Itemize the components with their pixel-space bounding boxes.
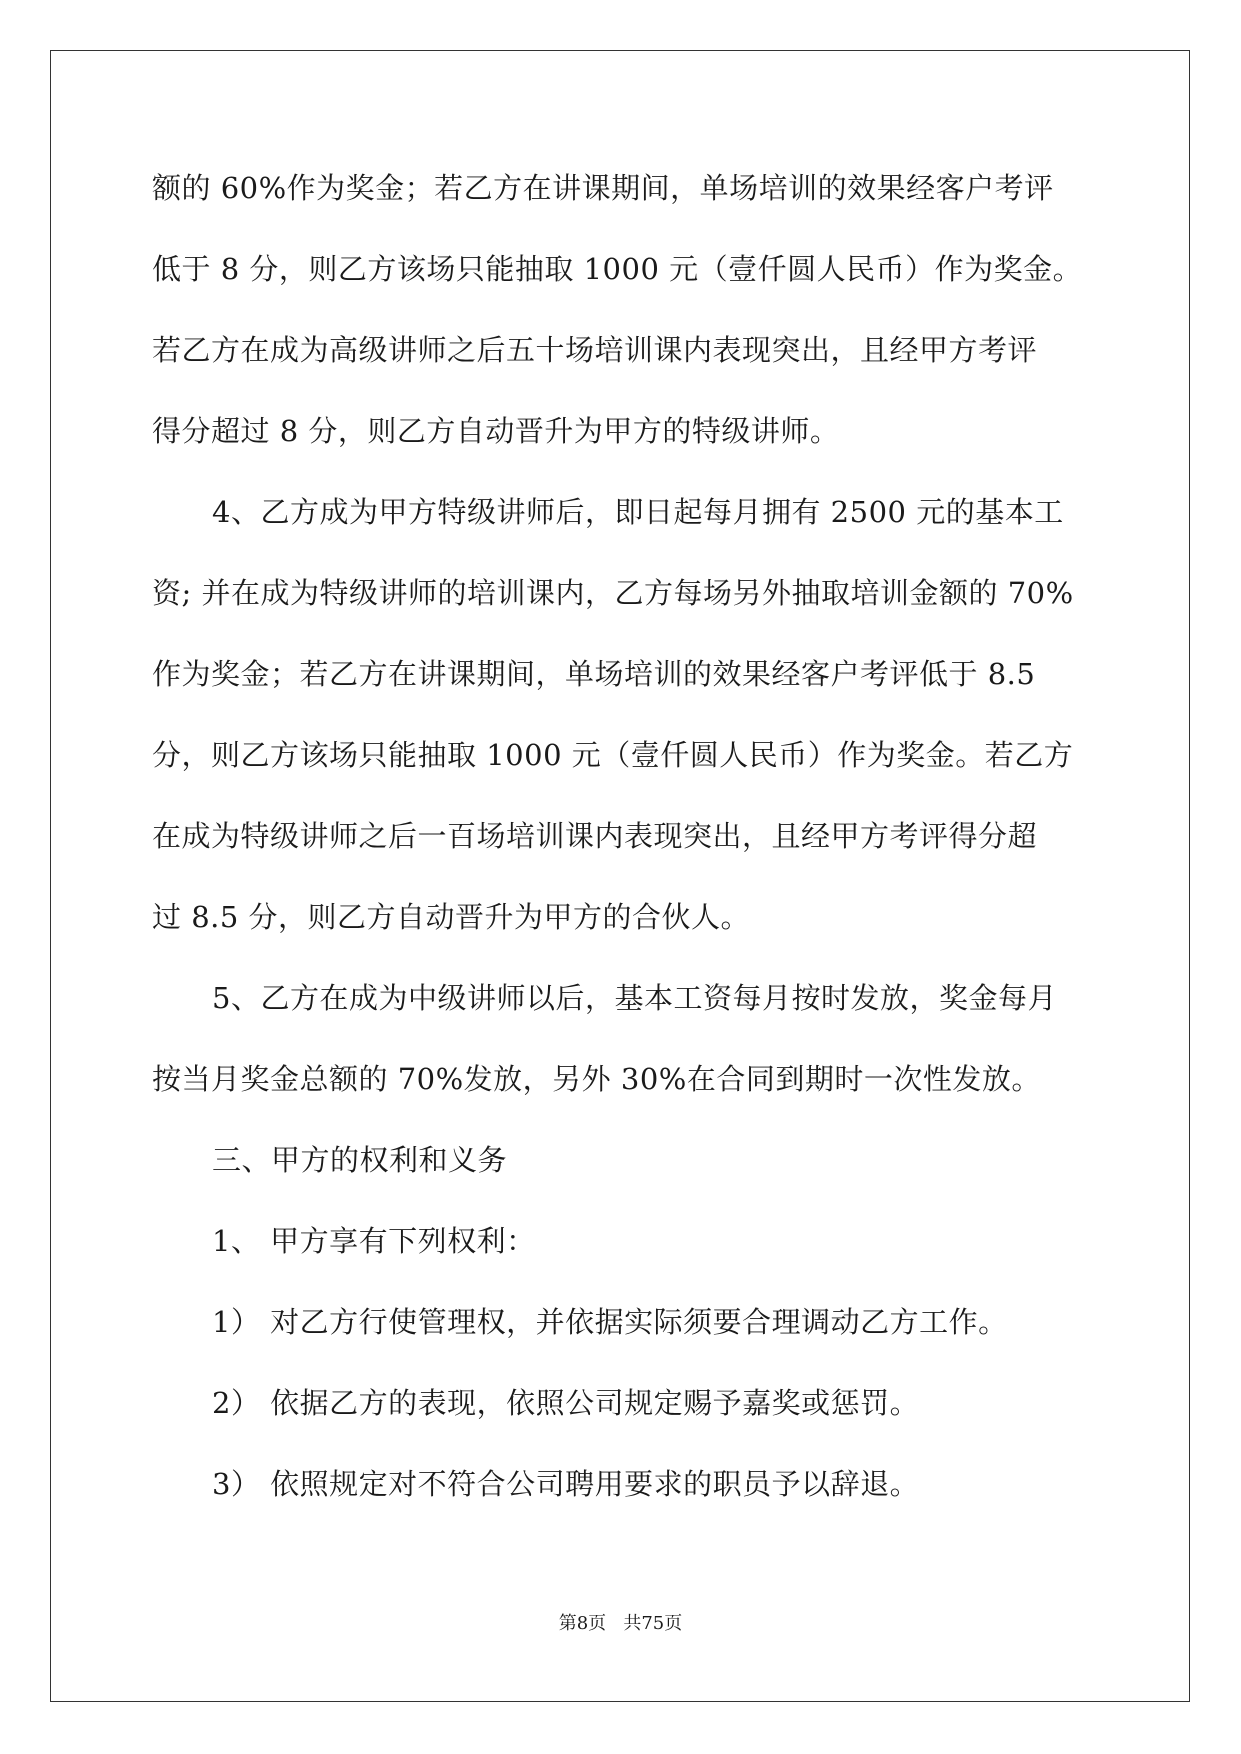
body-text-line: 在成为特级讲师之后一百场培训课内表现突出，且经甲方考评得分超 [152, 819, 1038, 853]
body-text-line: 得分超过 8 分，则乙方自动晋升为甲方的特级讲师。 [152, 414, 840, 448]
list-item: 2） 依据乙方的表现，依照公司规定赐予嘉奖或惩罚。 [212, 1386, 920, 1420]
body-text-line: 分，则乙方该场只能抽取 1000 元（壹仟圆人民币）作为奖金。若乙方 [152, 738, 1074, 772]
body-text-line: 资; 并在成为特级讲师的培训课内，乙方每场另外抽取培训金额的 70% [152, 576, 1074, 610]
list-item: 3） 依照规定对不符合公司聘用要求的职员予以辞退。 [212, 1467, 920, 1501]
body-text-line: 5、乙方在成为中级讲师以后，基本工资每月按时发放，奖金每月 [212, 981, 1057, 1015]
list-item: 1、 甲方享有下列权利： [212, 1224, 536, 1258]
page-border [50, 50, 1190, 1702]
body-text-line: 作为奖金；若乙方在讲课期间，单场培训的效果经客户考评低于 8.5 [152, 657, 1036, 691]
body-text-line: 若乙方在成为高级讲师之后五十场培训课内表现突出，且经甲方考评 [152, 333, 1038, 367]
body-text-line: 4、乙方成为甲方特级讲师后，即日起每月拥有 2500 元的基本工 [212, 495, 1064, 529]
body-text-line: 过 8.5 分，则乙方自动晋升为甲方的合伙人。 [152, 900, 751, 934]
body-text-line: 额的 60%作为奖金；若乙方在讲课期间，单场培训的效果经客户考评 [152, 171, 1054, 205]
body-text-line: 低于 8 分，则乙方该场只能抽取 1000 元（壹仟圆人民币）作为奖金。 [152, 252, 1083, 286]
page-number-footer: 第8页 共75页 [558, 1613, 683, 1634]
body-text-line: 按当月奖金总额的 70%发放，另外 30%在合同到期时一次性发放。 [152, 1062, 1041, 1096]
list-item: 1） 对乙方行使管理权，并依据实际须要合理调动乙方工作。 [212, 1305, 1008, 1339]
section-heading: 三、甲方的权利和义务 [212, 1143, 508, 1177]
